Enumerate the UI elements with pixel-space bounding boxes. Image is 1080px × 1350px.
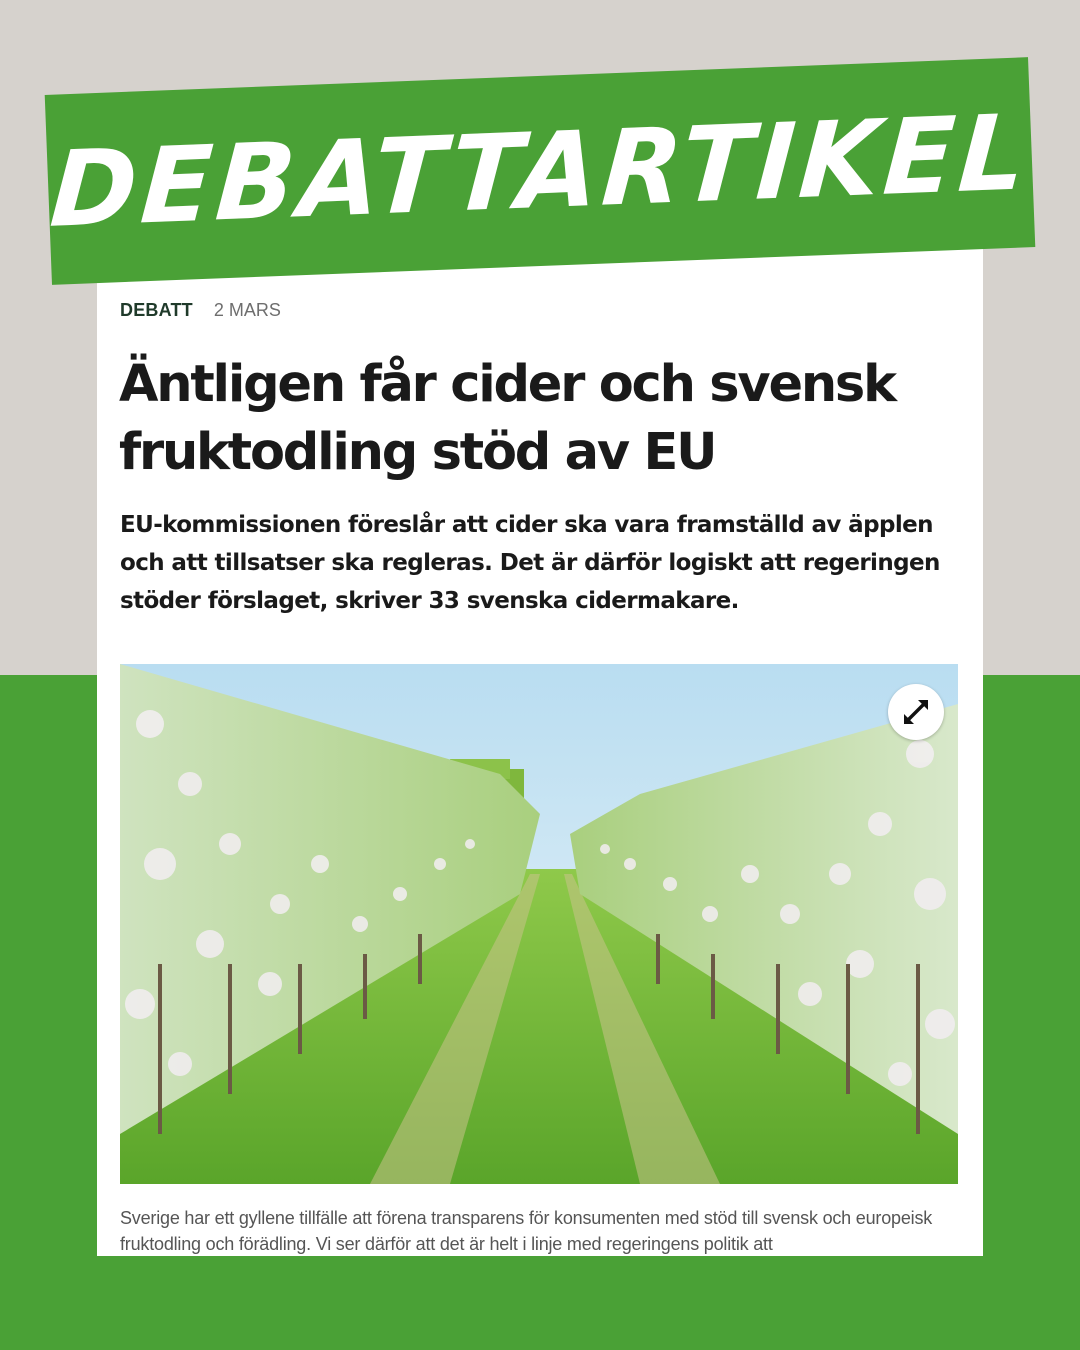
expand-arrows-icon bbox=[900, 696, 932, 728]
article-image bbox=[120, 664, 958, 1184]
article-meta bbox=[120, 300, 281, 320]
section-label[interactable]: DEBATT bbox=[120, 300, 193, 320]
publish-date: 2 MARS bbox=[213, 300, 281, 320]
expand-image-button[interactable] bbox=[888, 684, 944, 740]
article-lead: EU-kommissionen föreslår att cider ska vara framställd av äpplen och att tillsatser ska regleras. Det är därför logiskt att regeringen stöder förslaget, skriver 33 svenska cidermakare. bbox=[120, 512, 940, 614]
article-body: Sverige har ett gyllene tillfälle att förena transparens för konsumenten med stöd till svensk och europeisk fruktodling och förädling. Vi ser därför att det är helt i linje med regeringens politik att bbox=[120, 1208, 933, 1254]
orchard-illustration bbox=[120, 664, 958, 1184]
article-headline: Äntligen får cider och svensk fruktodling stöd av EU bbox=[119, 355, 895, 482]
debattartikel-banner bbox=[45, 57, 1036, 285]
banner-label: DEBATTARTIKEL bbox=[46, 91, 1034, 251]
